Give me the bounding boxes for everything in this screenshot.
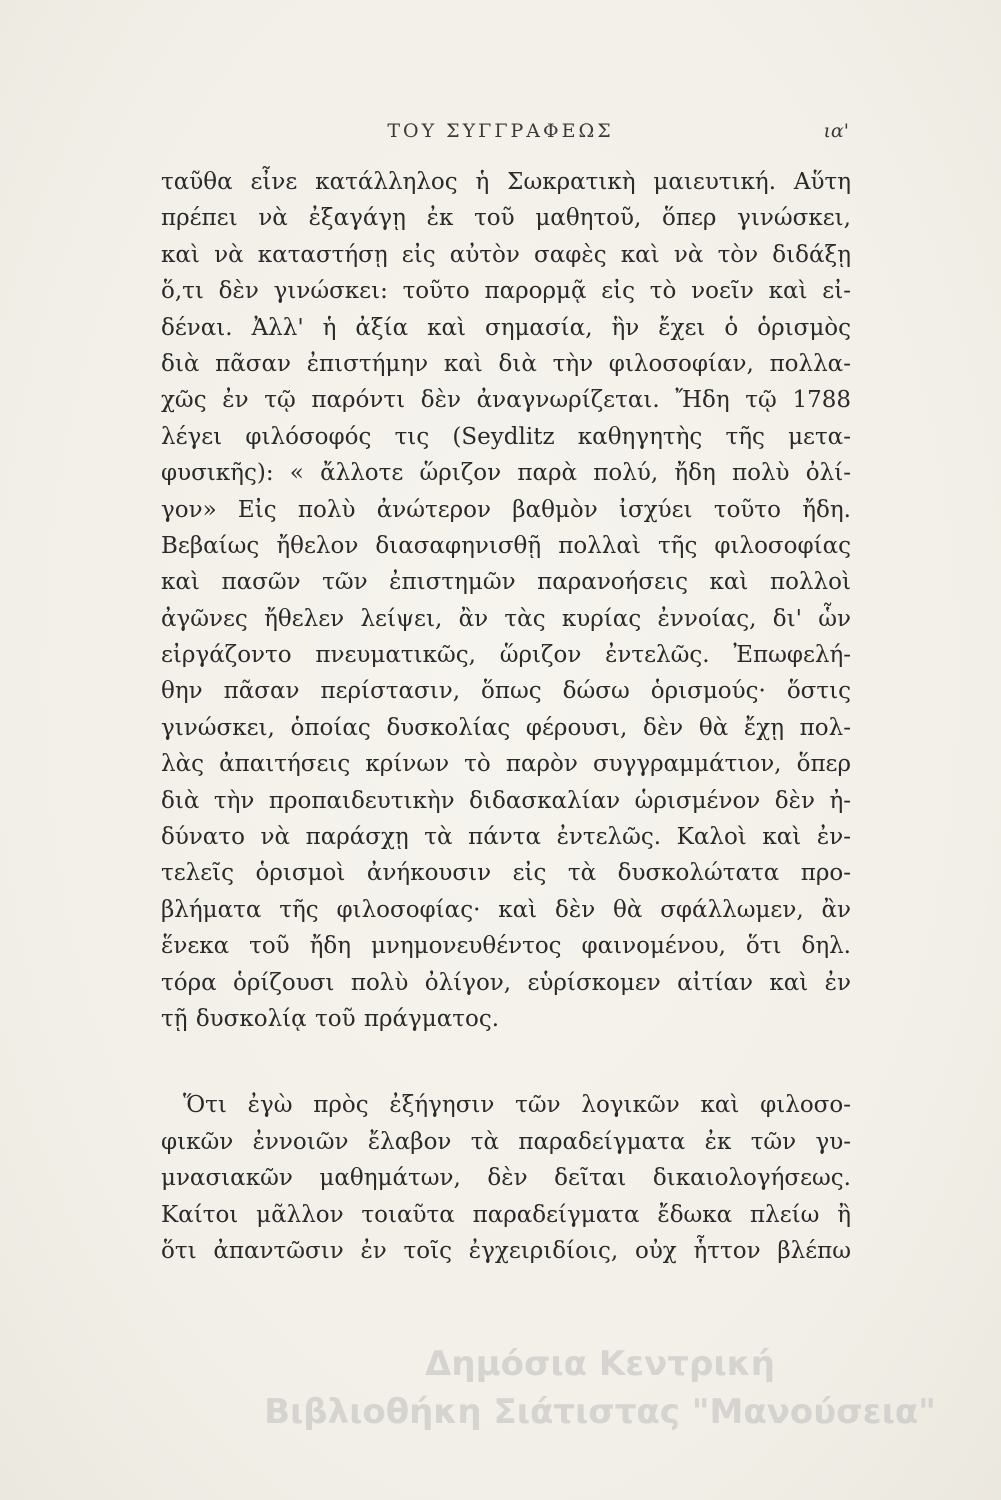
text-line: βλήματα τῆς φιλοσοφίας· καὶ δὲν θὰ σφάλλωμεν, ἂν bbox=[161, 896, 851, 923]
paragraph-2 bbox=[161, 1087, 851, 1269]
text-line: ὅτι ἀπαντῶσιν ἐν τοῖς ἐγχειριδίοις, οὐχ ἧττον βλέπω bbox=[161, 1237, 851, 1264]
text-line: καὶ πασῶν τῶν ἐπιστημῶν παρανοήσεις καὶ πολλοὶ bbox=[161, 569, 851, 596]
text-line: τῇ δυσκολίᾳ τοῦ πράγματος. bbox=[161, 1005, 500, 1032]
text-line: ἕνεκα τοῦ ἤδη μνημονευθέντος φαινομένου, ὅτι δηλ. bbox=[161, 933, 851, 960]
text-line: λὰς ἀπαιτήσεις κρίνων τὸ παρὸν συγγραμμάτιον, ὅπερ bbox=[161, 751, 851, 778]
text-line: λέγει φιλόσοφός τις (Seydlitz καθηγητὴς τῆς μετα- bbox=[161, 423, 851, 450]
text-line: γον» Εἰς πολὺ ἀνώτερον βαθμὸν ἰσχύει τοῦτο ἤδη. bbox=[161, 496, 851, 523]
text-line: καὶ νὰ καταστήσῃ εἰς αὐτὸν σαφὲς καὶ νὰ τὸν διδάξῃ bbox=[161, 241, 851, 268]
body-text bbox=[161, 164, 851, 1269]
text-line: γινώσκει, ὁποίας δυσκολίας φέρουσι, δὲν θὰ ἔχῃ πολ- bbox=[161, 714, 851, 741]
text-line: θην πᾶσαν περίστασιν, ὅπως δώσω ὁρισμούς· ὅστις bbox=[161, 678, 851, 705]
text-line: ἀγῶνες ἤθελεν λείψει, ἂν τὰς κυρίας ἐννοίας, δι' ὧν bbox=[161, 605, 851, 632]
paragraph-gap bbox=[161, 1037, 851, 1087]
text-line: δέναι. Ἀλλ' ἡ ἀξία καὶ σημασία, ἣν ἔχει ὁ ὁρισμὸς bbox=[161, 314, 851, 341]
text-line: Καίτοι μᾶλλον τοιαῦτα παραδείγματα ἔδωκα πλείω ἢ bbox=[161, 1201, 851, 1228]
text-line: εἰργάζοντο πνευματικῶς, ὥριζον ἐντελῶς. Ἐπωφελή- bbox=[161, 642, 851, 669]
page-number: ια' bbox=[823, 120, 849, 142]
running-head bbox=[0, 120, 1001, 160]
watermark-line: Δημόσια Κεντρική bbox=[425, 1344, 775, 1384]
running-title: ΤΟΥ ΣΥΓΓΡΑΦΕΩΣ bbox=[387, 120, 614, 142]
text-line: φικῶν ἐννοιῶν ἔλαβον τὰ παραδείγματα ἐκ τῶν γυ- bbox=[161, 1128, 851, 1155]
text-line: χῶς ἐν τῷ παρόντι δὲν ἀναγνωρίζεται. Ἤδη τῷ 1788 bbox=[161, 387, 851, 414]
text-line: πρέπει νὰ ἐξαγάγῃ ἐκ τοῦ μαθητοῦ, ὅπερ γινώσκει, bbox=[161, 205, 851, 232]
text-line: φυσικῆς): « ἄλλοτε ὥριζον παρὰ πολύ, ἤδη πολὺ ὀλί- bbox=[161, 460, 851, 487]
text-line: τελεῖς ὁρισμοὶ ἀνήκουσιν εἰς τὰ δυσκολώτατα προ- bbox=[161, 860, 851, 887]
text-line: ταῦθα εἶνε κατάλληλος ἡ Σωκρατικὴ μαιευτική. Αὕτη bbox=[161, 169, 851, 195]
text-line: δύνατο νὰ παράσχῃ τὰ πάντα ἐντελῶς. Καλοὶ καὶ ἐν- bbox=[161, 824, 851, 851]
text-line: μνασιακῶν μαθημάτων, δὲν δεῖται δικαιολογήσεως. bbox=[161, 1165, 851, 1192]
text-line: ὅ,τι δὲν γινώσκει: τοῦτο παρορμᾷ εἰς τὸ νοεῖν καὶ εἰ- bbox=[161, 278, 851, 305]
text-line: Βεβαίως ἤθελον διασαφηνισθῇ πολλαὶ τῆς φιλοσοφίας bbox=[161, 532, 851, 559]
text-line: διὰ πᾶσαν ἐπιστήμην καὶ διὰ τὴν φιλοσοφίαν, πολλα- bbox=[161, 350, 851, 377]
library-watermark bbox=[220, 1340, 980, 1436]
watermark-line: Βιβλιοθήκη Σιάτιστας "Μανούσεια" bbox=[264, 1392, 936, 1432]
text-line: Ὅτι ἐγὼ πρὸς ἐξήγησιν τῶν λογικῶν καὶ φιλοσο- bbox=[183, 1092, 851, 1119]
text-line: διὰ τὴν προπαιδευτικὴν διδασκαλίαν ὡρισμένον δὲν ἠ- bbox=[161, 787, 851, 814]
paragraph-1 bbox=[161, 164, 851, 1037]
text-line: τόρα ὁρίζουσι πολὺ ὀλίγον, εὑρίσκομεν αἰτίαν καὶ ἐν bbox=[161, 969, 851, 996]
